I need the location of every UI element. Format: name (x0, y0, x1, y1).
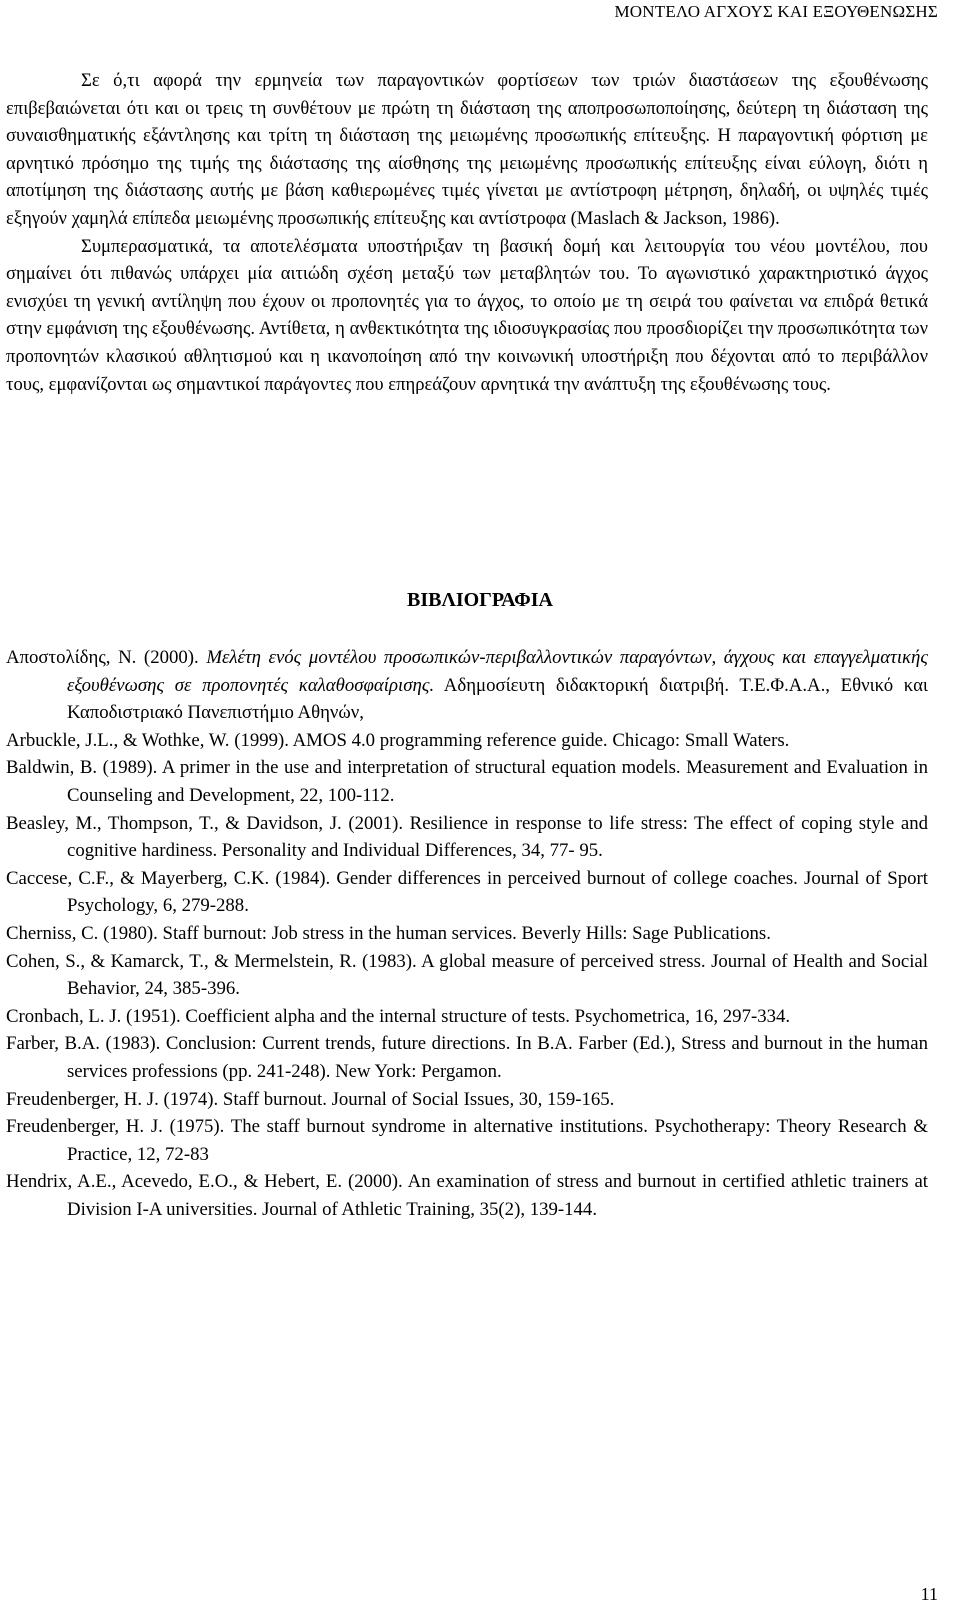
reference-item (6, 644, 928, 727)
running-header: ΜΟΝΤΕΛΟ ΑΓΧΟΥΣ ΚΑΙ ΕΞΟΥΘΕΝΩΣΗΣ (614, 2, 938, 21)
reference-item (6, 810, 928, 865)
reference-rest: Αδημοσίευτη διδακτορική διατριβή. Τ.Ε.Φ.Α.Α., Εθνικό και Καποδιστριακό Πανεπιστήμιο Αθηνών, (67, 674, 928, 724)
reference-item (6, 727, 928, 755)
reference-lead: Αποστολίδης, Ν. (2000). (6, 647, 207, 668)
reference-item (6, 1030, 928, 1085)
reference-lead: Cherniss, C. (1980). Staff burnout: Job stress in the human services. Beverly Hills: Sage Publications. (6, 922, 771, 944)
reference-item (6, 920, 928, 948)
reference-lead: Cohen, S., & Kamarck, T., & Mermelstein, R. (1983). A global measure of perceived stress. Journal of Health and Social Behavior, 24, 385-396. (6, 950, 928, 1000)
reference-lead: Arbuckle, J.L., & Wothke, W. (1999). AMOS 4.0 programming reference guide. Chicago: Small Waters. (6, 729, 790, 751)
reference-list (6, 644, 928, 1223)
reference-item (6, 1168, 928, 1223)
body-text (6, 67, 928, 398)
page-number: 11 (920, 1584, 938, 1604)
bibliography-heading: ΒΙΒΛΙΟΓΡΑΦΙΑ (407, 589, 553, 611)
reference-item (6, 1003, 928, 1031)
reference-item (6, 948, 928, 1003)
reference-item (6, 1086, 928, 1114)
reference-lead: Beasley, M., Thompson, T., & Davidson, J. (2001). Resilience in response to life stress: The effect of coping style and cognitive hardiness. Personality and Individual Differences, 34, 77- 95. (6, 812, 928, 862)
reference-item (6, 865, 928, 920)
reference-item (6, 1113, 928, 1168)
reference-item (6, 754, 928, 809)
reference-lead: Hendrix, A.E., Acevedo, E.O., & Hebert, E. (2000). An examination of stress and burnout in certified athletic trainers at Division I-A universities. Journal of Athletic Training, 35(2), 139-144. (6, 1171, 928, 1220)
paragraph: Σε ό,τι αφορά την ερμηνεία των παραγοντικών φορτίσεων των τριών διαστάσεων της εξουθένωσης επιβεβαιώνεται ότι και οι τρεις τη συνθέτουν με πρώτη τη διάσταση της αποπροσωποποίησης, δεύτερη τη διάσταση της συναισθηματικής εξάντλησης και τρίτη τη διάσταση της μειωμένης προσωπικής επίτευξης. Η παραγοντική φόρτιση με αρνητικό πρόσημο της τιμής της διάστασης της αίσθησης της μειωμένης προσωπικής επίτευξης είναι εύλογη, διότι η αποτίμηση της διάστασης αυτής με βάση καθιερωμένες τιμές γίνεται με αντίστροφη μέτρηση, δηλαδή, οι υψηλές τιμές εξηγούν χαμηλά επίπεδα μειωμένης προσωπικής επίτευξης και αντίστροφα (Maslach & Jackson, 1986). (6, 70, 928, 229)
reference-title: Μελέτη ενός μοντέλου προσωπικών-περιβαλλοντικών παραγόντων, άγχους και επαγγελματικής εξουθένωσης σε προπονητές καλαθοσφαίρισης. (67, 647, 928, 696)
reference-lead: Caccese, C.F., & Mayerberg, C.K. (1984). Gender differences in perceived burnout of college coaches. Journal of Sport Psychology, 6, 279-288. (6, 867, 928, 917)
reference-lead: Freudenberger, H. J. (1975). The staff burnout syndrome in alternative institutions. Psychotherapy: Theory Research & Practice, 12, 72-83 (6, 1116, 928, 1165)
paragraph: Συμπερασματικά, τα αποτελέσματα υποστήριξαν τη βασική δομή και λειτουργία του νέου μοντέλου, που σημαίνει ότι πιθανώς υπάρχει μία αιτιώδη σχέση μεταξύ των μεταβλητών του. Το αγωνιστικό χαρακτηριστικό άγχος ενισχύει τη γενική αντίληψη που έχουν οι προπονητές για το άγχος, το οποίο με τη σειρά του φαίνεται να επιδρά θετικά στην εμφάνιση της εξουθένωσης. Αντίθετα, η ανθεκτικότητα της ιδιοσυγκρασίας που προσδιορίζει την προσωπικότητα των προπονητών κλασικού αθλητισμού και η ικανοποίηση από την κοινωνική υποστήριξη που δέχονται από το περιβάλλον τους, εμφανίζονται ως σημαντικοί παράγοντες που επηρεάζουν αρνητικά την ανάπτυξη της εξουθένωσης τους. (6, 235, 928, 395)
reference-lead: Freudenberger, H. J. (1974). Staff burnout. Journal of Social Issues, 30, 159-165. (6, 1088, 615, 1110)
reference-lead: Cronbach, L. J. (1951). Coefficient alpha and the internal structure of tests. Psychometrica, 16, 297-334. (6, 1005, 791, 1027)
reference-lead: Baldwin, B. (1989). A primer in the use and interpretation of structural equation models. Measurement and Evaluation in Counseling and Development, 22, 100-112. (6, 757, 928, 806)
reference-lead: Farber, B.A. (1983). Conclusion: Current trends, future directions. In B.A. Farber (Ed.), Stress and burnout in the human services professions (pp. 241-248). New York: Pergamon. (6, 1033, 928, 1082)
